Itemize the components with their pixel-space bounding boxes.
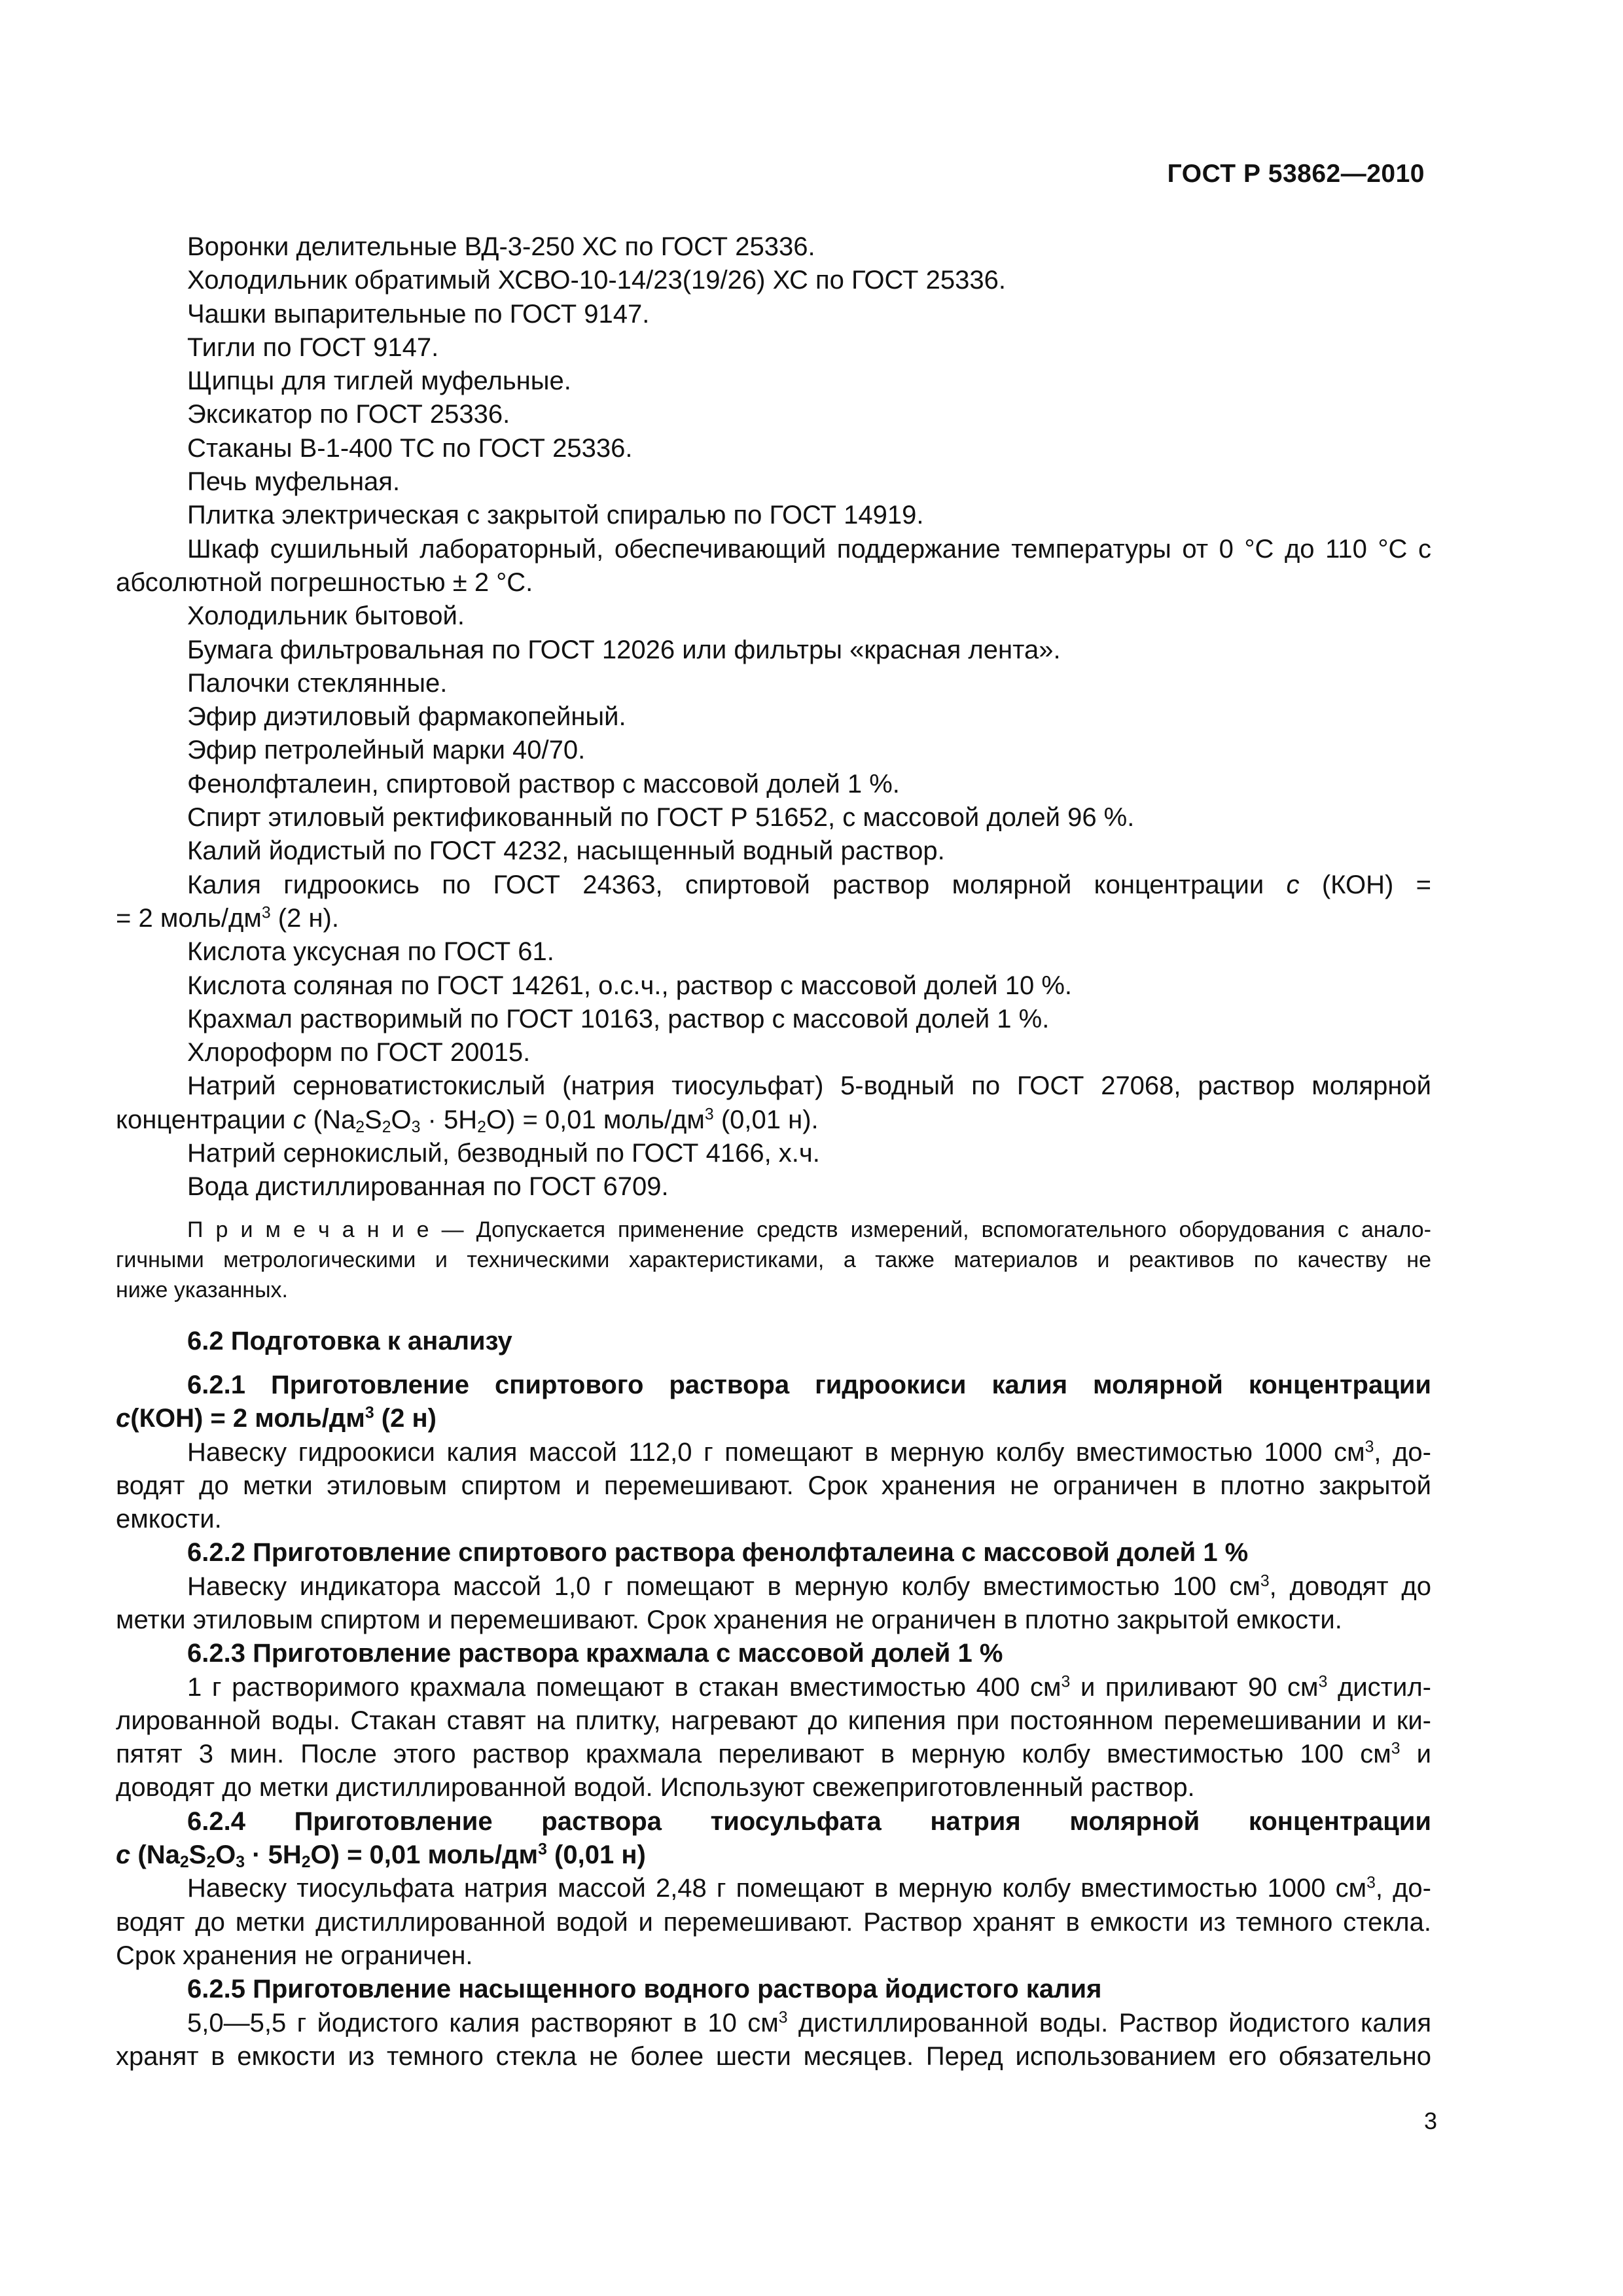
list-item: Эфир диэтиловый фармакопейный. (187, 702, 626, 732)
note-block (116, 1215, 1431, 1305)
list-item-shkaf-line1: Шкаф сушильный лабораторный, обеспечивающий поддержание температуры от 0 °С до 110 °С с (187, 534, 1431, 564)
paragraph-line: хранят в емкости из темного стекла не более шести месяцев. Перед использованием его обязательно (116, 2041, 1431, 2071)
list-item: Плитка электрическая с закрытой спиралью по ГОСТ 14919. (187, 501, 924, 530)
note-label: П р и м е ч а н и е — (187, 1217, 464, 1242)
list-item: Чашки выпарительные по ГОСТ 9147. (187, 299, 650, 329)
list-item: Воронки делительные ВД-3-250 ХС по ГОСТ 25336. (187, 232, 815, 261)
paragraph-line: водят до метки этиловым спиртом и перемешивают. Срок хранения не ограничен в плотно закрытой (116, 1471, 1431, 1500)
paragraph-line: Навеску индикатора массой 1,0 г помещают в мерную колбу вместимостью 100 $см^3$, доводят до (187, 1571, 1431, 1601)
section-heading-6-2-1: 6.2.1 Приготовление спиртового раствора гидроокиси калия молярной концентрации (187, 1370, 1431, 1399)
section-heading-6-2-1-line2: с(КОН) = 2 моль/$дм^3$ (2 н) (116, 1404, 437, 1433)
list-item: Тигли по ГОСТ 9147. (187, 332, 439, 362)
paragraph-line: емкости. (116, 1505, 222, 1534)
paragraph-line: Навеску гидроокиси калия массой 112,0 г помещают в мерную колбу вместимостью 1000 $см^3$, до- (187, 1437, 1431, 1467)
list-item-koh-line1: Калия гидроокись по ГОСТ 24363, спиртовой раствор молярной концентрации с (КОН) = (187, 870, 1431, 899)
list-item-shkaf-line2: абсолютной погрешностью ± 2 °С. (116, 567, 533, 597)
paragraph-line: лированной воды. Стакан ставят на плитку, нагревают до кипения при постоянном перемешивании и ки- (116, 1706, 1431, 1735)
list-item: Кислота уксусная по ГОСТ 61. (187, 937, 554, 967)
list-item-thio-line1: Натрий серноватистокислый (натрия тиосульфат) 5-водный по ГОСТ 27068, раствор молярной (187, 1071, 1431, 1101)
list-item: Палочки стеклянные. (187, 668, 448, 698)
list-item: Стаканы В-1-400 ТС по ГОСТ 25336. (187, 433, 633, 463)
equipment-list (116, 230, 1431, 533)
list-item: Холодильник обратимый ХСВО-10-14/23(19/26) ХС по ГОСТ 25336. (187, 266, 1006, 295)
list-item: Щипцы для тиглей муфельные. (187, 367, 571, 396)
list-item: Спирт этиловый ректификованный по ГОСТ Р 51652, с массовой долей 96 %. (187, 803, 1135, 833)
paragraph-line: водят до метки дистиллированной водой и перемешивают. Раствор хранят в емкости из темного стекла. (116, 1907, 1431, 1937)
reagents-list (116, 935, 1431, 1069)
list-item: Эфир петролейный марки 40/70. (187, 736, 586, 765)
section-heading-6-2-3: 6.2.3 Приготовление раствора крахмала с массовой долей 1 % (187, 1639, 1003, 1668)
section-heading-6-2-4-line2: с $(Na_2S_2O_3 \cdot 5H_2O) = 0,01$ моль/$дм^3$ (0,01 н) (116, 1840, 646, 1872)
section-heading-6-2: 6.2 Подготовка к анализу (187, 1326, 512, 1355)
list-item: Крахмал растворимый по ГОСТ 10163, раствор с массовой долей 1 %. (187, 1004, 1050, 1033)
list-item: Вода дистиллированная по ГОСТ 6709. (187, 1172, 669, 1202)
list-item: Фенолфталеин, спиртовой раствор с массовой долей 1 %. (187, 769, 900, 798)
paragraph-line: Срок хранения не ограничен. (116, 1941, 473, 1970)
section-heading-6-2-4: 6.2.4 Приготовление раствора тиосульфата натрия молярной концентрации (187, 1806, 1431, 1836)
paragraph-line: доводят до метки дистиллированной водой. Используют свежеприготовленный раствор. (116, 1773, 1195, 1803)
note-line2: гичными метрологическими и техническими характеристиками, а также материалов и реактивов по качеству не (116, 1247, 1431, 1272)
list-item: Бумага фильтровальная по ГОСТ 12026 или фильтры «красная лента». (187, 635, 1061, 664)
section-heading-6-2-2: 6.2.2 Приготовление спиртового раствора фенолфталеина с массовой долей 1 % (187, 1538, 1249, 1568)
document-body (116, 230, 1431, 2073)
list-item: Эксикатор по ГОСТ 25336. (187, 400, 510, 429)
paragraph-line: 5,0—5,5 г йодистого калия растворяют в 10 $см^3$ дистиллированной воды. Раствор йодистого калия (187, 2008, 1431, 2037)
list-item: Калий йодистый по ГОСТ 4232, насыщенный водный раствор. (187, 836, 945, 866)
list-item: Кислота соляная по ГОСТ 14261, о.с.ч., раствор с массовой долей 10 %. (187, 971, 1073, 1000)
section-heading-6-2-5: 6.2.5 Приготовление насыщенного водного раствора йодистого калия (187, 1975, 1102, 2004)
paragraph-line: пятят 3 мин. После этого раствор крахмала переливают в мерную колбу вместимостью 100 $см^3$ и (116, 1740, 1431, 1769)
materials-list (116, 600, 1431, 868)
page-number: 3 (1423, 2108, 1437, 2134)
list-item: Хлороформ по ГОСТ 20015. (187, 1038, 531, 1067)
paragraph-line: Навеску тиосульфата натрия массой 2,48 г помещают в мерную колбу вместимостью 1000 $см^3$, до- (187, 1874, 1431, 1903)
note-line3: ниже указанных. (116, 1277, 288, 1302)
document-header: ГОСТ Р 53862—2010 (1167, 160, 1425, 188)
paragraph-line: метки этиловым спиртом и перемешивают. Срок хранения не ограничен в плотно закрытой емкости. (116, 1605, 1342, 1634)
note-line1: П р и м е ч а н и е — Допускается применение средств измерений, вспомогательного оборудования с анало- (187, 1217, 1431, 1242)
list-item: Печь муфельная. (187, 467, 401, 497)
list-item: Натрий сернокислый, безводный по ГОСТ 4166, х.ч. (187, 1139, 820, 1168)
list-item-thio-line2: концентрации с $(Na_2S_2O_3 \cdot 5H_2O) = 0,01$ моль/$дм^3$ (0,01 н). (116, 1105, 819, 1136)
list-item: Холодильник бытовой. (187, 601, 465, 631)
paragraph-line: 1 г растворимого крахмала помещают в стакан вместимостью 400 $см^3$ и приливают 90 $см^3$ дистил- (187, 1672, 1431, 1702)
list-item-koh-line2: = 2 моль/$дм^3$ (2 н). (116, 903, 339, 933)
